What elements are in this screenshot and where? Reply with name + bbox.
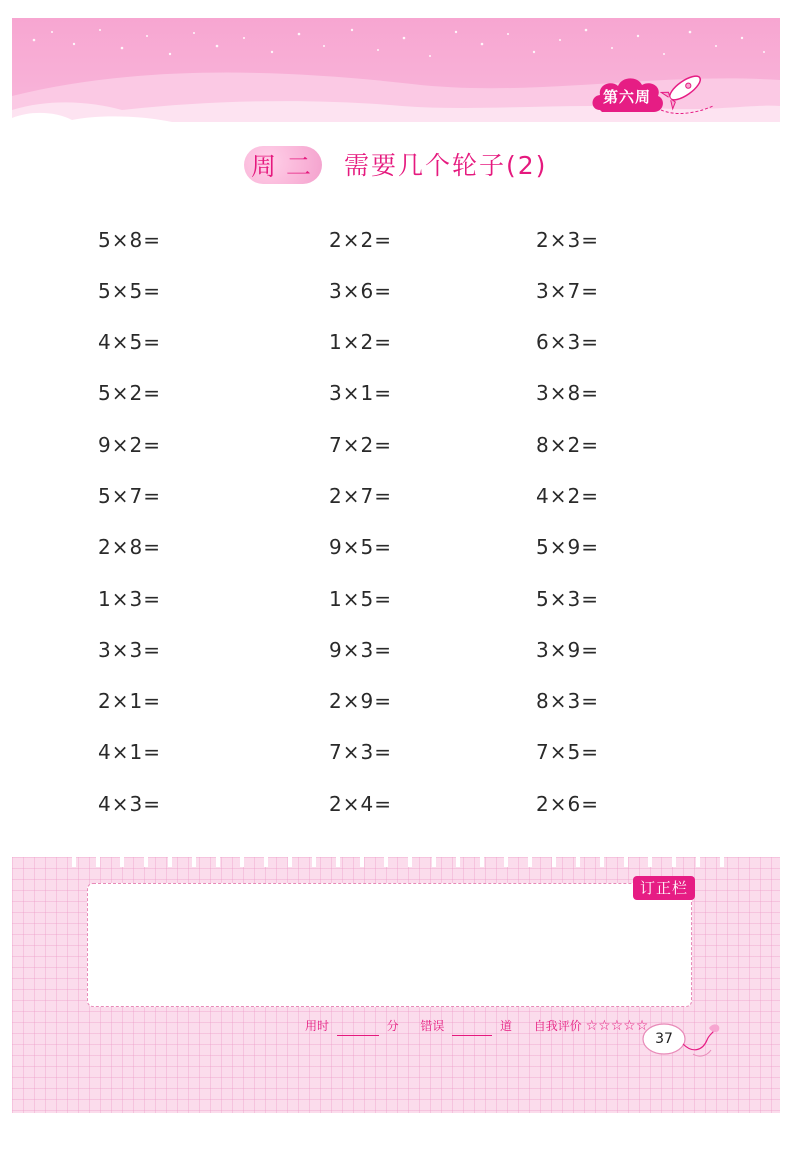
problem-item: 2×1= xyxy=(98,689,161,713)
problem-item: 9×5= xyxy=(329,535,392,559)
problem-item: 2×2= xyxy=(329,228,392,252)
correction-tab-label: 订正栏 xyxy=(633,876,695,900)
problem-item: 5×2= xyxy=(98,381,161,405)
problem-item: 1×5= xyxy=(329,587,392,611)
problem-item: 2×7= xyxy=(329,484,392,508)
page-number: 37 xyxy=(655,1031,673,1047)
day-badge xyxy=(244,146,322,184)
problem-item: 4×5= xyxy=(98,330,161,354)
problem-item: 9×3= xyxy=(329,638,392,662)
problem-item: 8×2= xyxy=(536,433,599,457)
self-evaluation-line xyxy=(305,1016,648,1036)
problem-item: 3×9= xyxy=(536,638,599,662)
time-label: 用时 xyxy=(305,1019,330,1033)
problem-item: 3×8= xyxy=(536,381,599,405)
problem-item: 2×3= xyxy=(536,228,599,252)
lesson-title: 需要几个轮子(2) xyxy=(344,151,548,180)
problem-item: 5×7= xyxy=(98,484,161,508)
problem-item: 5×8= xyxy=(98,228,161,252)
rocket-icon xyxy=(655,66,717,116)
problem-item: 2×4= xyxy=(329,792,392,816)
question-unit: 道 xyxy=(500,1019,513,1033)
problem-item: 3×7= xyxy=(536,279,599,303)
rating-stars[interactable]: ☆☆☆☆☆ xyxy=(585,1018,649,1034)
problem-item: 3×6= xyxy=(329,279,392,303)
problem-item: 5×9= xyxy=(536,535,599,559)
title-row xyxy=(0,140,800,190)
problem-item: 4×2= xyxy=(536,484,599,508)
problem-item: 4×1= xyxy=(98,740,161,764)
problem-item: 6×3= xyxy=(536,330,599,354)
time-blank[interactable] xyxy=(337,1021,379,1036)
problem-item: 4×3= xyxy=(98,792,161,816)
page-number-badge xyxy=(637,1020,723,1060)
torn-edge xyxy=(12,857,780,867)
problem-item: 3×3= xyxy=(98,638,161,662)
error-label: 错误 xyxy=(420,1019,445,1033)
problem-item: 5×3= xyxy=(536,587,599,611)
day-label: 周二 xyxy=(250,152,321,181)
problem-item: 1×2= xyxy=(329,330,392,354)
error-blank[interactable] xyxy=(452,1021,492,1036)
correction-box[interactable] xyxy=(87,883,692,1007)
problem-item: 7×5= xyxy=(536,740,599,764)
problem-item: 2×6= xyxy=(536,792,599,816)
problem-item: 8×3= xyxy=(536,689,599,713)
problem-item: 2×8= xyxy=(98,535,161,559)
problem-item: 7×2= xyxy=(329,433,392,457)
problem-item: 5×5= xyxy=(98,279,161,303)
self-eval-label: 自我评价 xyxy=(533,1019,582,1033)
problem-item: 7×3= xyxy=(329,740,392,764)
problem-item: 9×2= xyxy=(98,433,161,457)
problem-item: 1×3= xyxy=(98,587,161,611)
problem-item: 2×9= xyxy=(329,689,392,713)
week-label: 第六周 xyxy=(602,87,651,106)
problem-item: 3×1= xyxy=(329,381,392,405)
minute-unit: 分 xyxy=(386,1019,399,1033)
